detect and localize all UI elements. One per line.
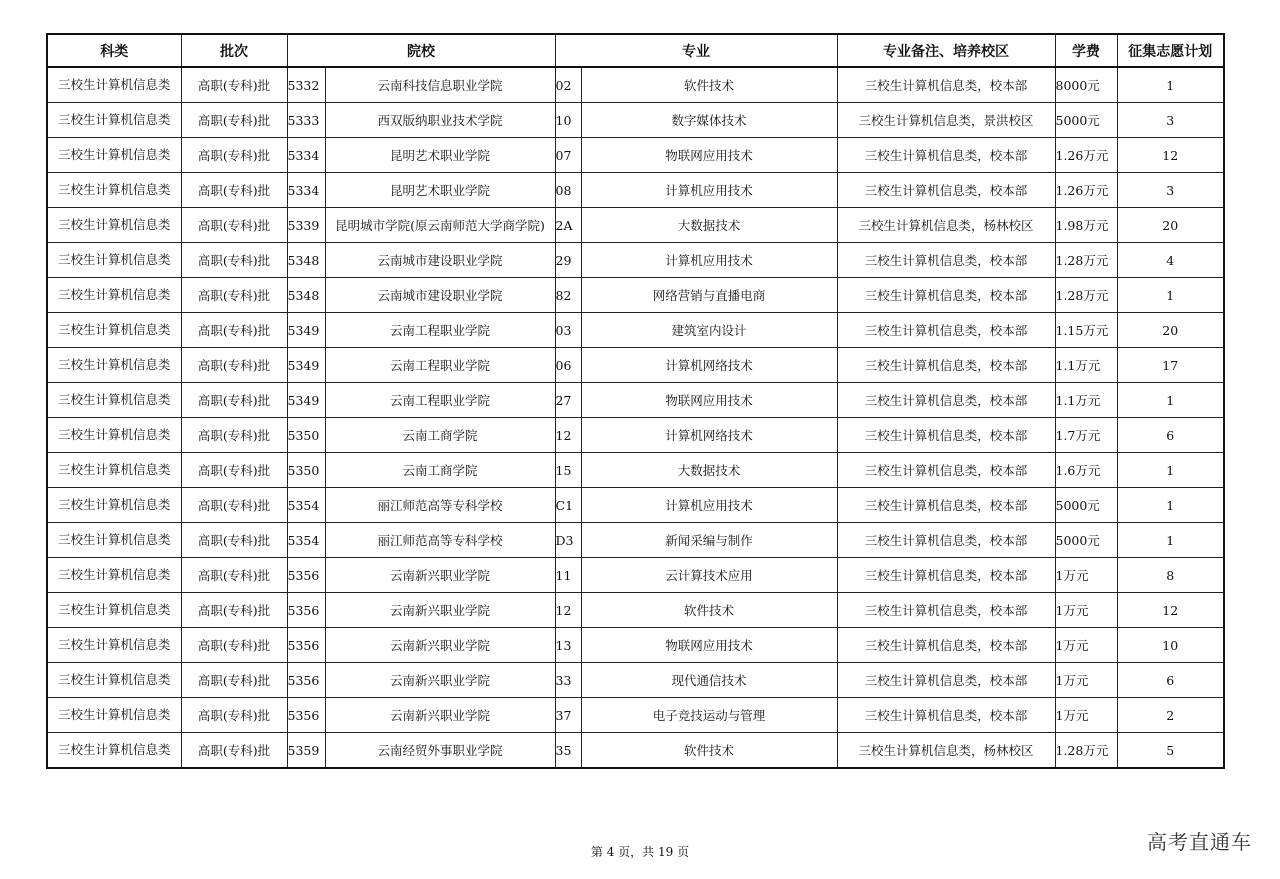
cell-tuition: 5000元 xyxy=(1055,523,1117,558)
cell-major-code: 15 xyxy=(555,453,581,488)
cell-notes: 三校生计算机信息类，校本部 xyxy=(837,558,1055,593)
cell-school-code: 5356 xyxy=(287,698,325,733)
cell-plan: 20 xyxy=(1117,208,1224,243)
table-row xyxy=(47,138,1224,173)
cell-tuition: 1.28万元 xyxy=(1055,243,1117,278)
cell-major-name: 计算机应用技术 xyxy=(581,243,837,278)
cell-plan: 3 xyxy=(1117,173,1224,208)
cell-major-code: 12 xyxy=(555,593,581,628)
cell-school-code: 5349 xyxy=(287,383,325,418)
cell-notes: 三校生计算机信息类，校本部 xyxy=(837,593,1055,628)
cell-school-name: 昆明艺术职业学院 xyxy=(325,138,555,173)
cell-major-code: 29 xyxy=(555,243,581,278)
cell-school-name: 云南新兴职业学院 xyxy=(325,558,555,593)
cell-subject: 三校生计算机信息类 xyxy=(47,453,181,488)
header-school: 院校 xyxy=(287,34,555,67)
cell-subject: 三校生计算机信息类 xyxy=(47,698,181,733)
cell-school-name: 云南工程职业学院 xyxy=(325,348,555,383)
cell-plan: 3 xyxy=(1117,103,1224,138)
cell-subject: 三校生计算机信息类 xyxy=(47,628,181,663)
table-body xyxy=(47,67,1224,768)
cell-major-code: 2A xyxy=(555,208,581,243)
cell-plan: 20 xyxy=(1117,313,1224,348)
table-header-row xyxy=(47,34,1224,67)
cell-plan: 12 xyxy=(1117,593,1224,628)
cell-notes: 三校生计算机信息类，校本部 xyxy=(837,523,1055,558)
cell-major-name: 大数据技术 xyxy=(581,453,837,488)
cell-major-name: 建筑室内设计 xyxy=(581,313,837,348)
cell-major-name: 数字媒体技术 xyxy=(581,103,837,138)
cell-major-name: 计算机网络技术 xyxy=(581,418,837,453)
cell-plan: 8 xyxy=(1117,558,1224,593)
cell-notes: 三校生计算机信息类，校本部 xyxy=(837,453,1055,488)
cell-tuition: 1.26万元 xyxy=(1055,173,1117,208)
table-row xyxy=(47,663,1224,698)
cell-batch: 高职(专科)批 xyxy=(181,67,287,103)
cell-major-name: 物联网应用技术 xyxy=(581,628,837,663)
cell-plan: 10 xyxy=(1117,628,1224,663)
cell-school-name: 丽江师范高等专科学校 xyxy=(325,523,555,558)
cell-school-name: 云南工程职业学院 xyxy=(325,313,555,348)
cell-major-code: D3 xyxy=(555,523,581,558)
cell-notes: 三校生计算机信息类，杨林校区 xyxy=(837,208,1055,243)
cell-tuition: 1.7万元 xyxy=(1055,418,1117,453)
cell-subject: 三校生计算机信息类 xyxy=(47,138,181,173)
cell-tuition: 1万元 xyxy=(1055,698,1117,733)
cell-plan: 17 xyxy=(1117,348,1224,383)
cell-school-name: 丽江师范高等专科学校 xyxy=(325,488,555,523)
cell-school-name: 云南经贸外事职业学院 xyxy=(325,733,555,769)
cell-plan: 12 xyxy=(1117,138,1224,173)
cell-plan: 1 xyxy=(1117,67,1224,103)
cell-school-name: 云南新兴职业学院 xyxy=(325,593,555,628)
cell-batch: 高职(专科)批 xyxy=(181,208,287,243)
cell-batch: 高职(专科)批 xyxy=(181,348,287,383)
cell-school-code: 5334 xyxy=(287,173,325,208)
cell-notes: 三校生计算机信息类，校本部 xyxy=(837,138,1055,173)
cell-subject: 三校生计算机信息类 xyxy=(47,348,181,383)
cell-batch: 高职(专科)批 xyxy=(181,138,287,173)
cell-plan: 1 xyxy=(1117,278,1224,313)
cell-school-code: 5349 xyxy=(287,313,325,348)
header-plan: 征集志愿计划 xyxy=(1117,34,1224,67)
cell-notes: 三校生计算机信息类，校本部 xyxy=(837,173,1055,208)
cell-tuition: 1.6万元 xyxy=(1055,453,1117,488)
cell-batch: 高职(专科)批 xyxy=(181,103,287,138)
cell-major-name: 电子竞技运动与管理 xyxy=(581,698,837,733)
table-row xyxy=(47,628,1224,663)
cell-notes: 三校生计算机信息类，杨林校区 xyxy=(837,733,1055,769)
cell-plan: 4 xyxy=(1117,243,1224,278)
cell-major-name: 大数据技术 xyxy=(581,208,837,243)
cell-major-code: 82 xyxy=(555,278,581,313)
table-row xyxy=(47,278,1224,313)
cell-tuition: 1.28万元 xyxy=(1055,278,1117,313)
cell-tuition: 1.28万元 xyxy=(1055,733,1117,769)
table-row xyxy=(47,383,1224,418)
table-row xyxy=(47,313,1224,348)
header-batch: 批次 xyxy=(181,34,287,67)
cell-major-name: 物联网应用技术 xyxy=(581,138,837,173)
table-row xyxy=(47,208,1224,243)
cell-major-name: 计算机应用技术 xyxy=(581,488,837,523)
cell-tuition: 5000元 xyxy=(1055,103,1117,138)
table-row xyxy=(47,558,1224,593)
cell-school-code: 5333 xyxy=(287,103,325,138)
cell-plan: 1 xyxy=(1117,453,1224,488)
cell-batch: 高职(专科)批 xyxy=(181,313,287,348)
table-row xyxy=(47,523,1224,558)
cell-plan: 1 xyxy=(1117,383,1224,418)
cell-major-name: 软件技术 xyxy=(581,733,837,769)
cell-notes: 三校生计算机信息类，校本部 xyxy=(837,663,1055,698)
table-row xyxy=(47,103,1224,138)
cell-major-name: 现代通信技术 xyxy=(581,663,837,698)
cell-batch: 高职(专科)批 xyxy=(181,628,287,663)
cell-school-name: 云南新兴职业学院 xyxy=(325,628,555,663)
cell-notes: 三校生计算机信息类，校本部 xyxy=(837,383,1055,418)
cell-major-code: 07 xyxy=(555,138,581,173)
cell-school-name: 云南科技信息职业学院 xyxy=(325,67,555,103)
cell-school-name: 云南城市建设职业学院 xyxy=(325,278,555,313)
cell-subject: 三校生计算机信息类 xyxy=(47,313,181,348)
cell-notes: 三校生计算机信息类，校本部 xyxy=(837,488,1055,523)
cell-tuition: 1万元 xyxy=(1055,558,1117,593)
table-row xyxy=(47,593,1224,628)
table-row xyxy=(47,173,1224,208)
cell-plan: 6 xyxy=(1117,663,1224,698)
cell-subject: 三校生计算机信息类 xyxy=(47,208,181,243)
table-row xyxy=(47,733,1224,769)
page-number: 第 4 页，共 19 页 xyxy=(590,845,690,859)
cell-notes: 三校生计算机信息类，校本部 xyxy=(837,278,1055,313)
header-subject: 科类 xyxy=(47,34,181,67)
cell-batch: 高职(专科)批 xyxy=(181,733,287,769)
cell-major-code: 33 xyxy=(555,663,581,698)
cell-plan: 6 xyxy=(1117,418,1224,453)
cell-major-name: 物联网应用技术 xyxy=(581,383,837,418)
cell-major-code: 08 xyxy=(555,173,581,208)
cell-batch: 高职(专科)批 xyxy=(181,663,287,698)
cell-major-code: 12 xyxy=(555,418,581,453)
cell-notes: 三校生计算机信息类，校本部 xyxy=(837,348,1055,383)
cell-batch: 高职(专科)批 xyxy=(181,418,287,453)
cell-major-name: 云计算技术应用 xyxy=(581,558,837,593)
cell-school-code: 5348 xyxy=(287,278,325,313)
cell-major-name: 网络营销与直播电商 xyxy=(581,278,837,313)
cell-school-name: 云南工程职业学院 xyxy=(325,383,555,418)
cell-tuition: 5000元 xyxy=(1055,488,1117,523)
cell-school-name: 昆明艺术职业学院 xyxy=(325,173,555,208)
cell-tuition: 1.98万元 xyxy=(1055,208,1117,243)
cell-batch: 高职(专科)批 xyxy=(181,453,287,488)
cell-subject: 三校生计算机信息类 xyxy=(47,488,181,523)
cell-plan: 1 xyxy=(1117,523,1224,558)
cell-subject: 三校生计算机信息类 xyxy=(47,173,181,208)
cell-school-name: 昆明城市学院(原云南师范大学商学院) xyxy=(325,208,555,243)
cell-major-name: 计算机应用技术 xyxy=(581,173,837,208)
cell-subject: 三校生计算机信息类 xyxy=(47,418,181,453)
admission-plan-table xyxy=(46,33,1225,769)
cell-major-code: 13 xyxy=(555,628,581,663)
cell-school-code: 5339 xyxy=(287,208,325,243)
table-row xyxy=(47,698,1224,733)
table-row xyxy=(47,348,1224,383)
cell-school-code: 5348 xyxy=(287,243,325,278)
cell-school-code: 5350 xyxy=(287,418,325,453)
cell-subject: 三校生计算机信息类 xyxy=(47,243,181,278)
cell-subject: 三校生计算机信息类 xyxy=(47,523,181,558)
cell-major-code: 03 xyxy=(555,313,581,348)
cell-major-code: C1 xyxy=(555,488,581,523)
header-major: 专业 xyxy=(555,34,837,67)
cell-notes: 三校生计算机信息类，校本部 xyxy=(837,698,1055,733)
cell-subject: 三校生计算机信息类 xyxy=(47,103,181,138)
cell-school-code: 5354 xyxy=(287,523,325,558)
cell-major-name: 软件技术 xyxy=(581,593,837,628)
cell-school-code: 5356 xyxy=(287,593,325,628)
cell-school-name: 云南工商学院 xyxy=(325,453,555,488)
cell-batch: 高职(专科)批 xyxy=(181,558,287,593)
cell-batch: 高职(专科)批 xyxy=(181,278,287,313)
cell-school-name: 云南城市建设职业学院 xyxy=(325,243,555,278)
cell-major-code: 37 xyxy=(555,698,581,733)
cell-batch: 高职(专科)批 xyxy=(181,173,287,208)
cell-plan: 5 xyxy=(1117,733,1224,769)
cell-major-code: 06 xyxy=(555,348,581,383)
cell-batch: 高职(专科)批 xyxy=(181,698,287,733)
cell-major-name: 新闻采编与制作 xyxy=(581,523,837,558)
cell-school-name: 云南工商学院 xyxy=(325,418,555,453)
cell-major-code: 11 xyxy=(555,558,581,593)
table-row xyxy=(47,453,1224,488)
cell-school-code: 5354 xyxy=(287,488,325,523)
cell-tuition: 1.15万元 xyxy=(1055,313,1117,348)
cell-school-code: 5359 xyxy=(287,733,325,769)
cell-batch: 高职(专科)批 xyxy=(181,488,287,523)
cell-school-code: 5332 xyxy=(287,67,325,103)
cell-major-name: 计算机网络技术 xyxy=(581,348,837,383)
cell-school-name: 云南新兴职业学院 xyxy=(325,698,555,733)
cell-notes: 三校生计算机信息类，校本部 xyxy=(837,67,1055,103)
cell-subject: 三校生计算机信息类 xyxy=(47,67,181,103)
cell-notes: 三校生计算机信息类，校本部 xyxy=(837,243,1055,278)
cell-major-code: 27 xyxy=(555,383,581,418)
cell-school-name: 云南新兴职业学院 xyxy=(325,663,555,698)
cell-batch: 高职(专科)批 xyxy=(181,523,287,558)
watermark-text: 高考直通车 xyxy=(1147,830,1252,854)
cell-school-name: 西双版纳职业技术学院 xyxy=(325,103,555,138)
cell-school-code: 5350 xyxy=(287,453,325,488)
cell-tuition: 8000元 xyxy=(1055,67,1117,103)
cell-major-name: 软件技术 xyxy=(581,67,837,103)
cell-tuition: 1.1万元 xyxy=(1055,348,1117,383)
cell-school-code: 5356 xyxy=(287,558,325,593)
table-row xyxy=(47,418,1224,453)
cell-school-code: 5356 xyxy=(287,628,325,663)
cell-tuition: 1万元 xyxy=(1055,628,1117,663)
cell-major-code: 35 xyxy=(555,733,581,769)
cell-subject: 三校生计算机信息类 xyxy=(47,558,181,593)
cell-notes: 三校生计算机信息类，校本部 xyxy=(837,418,1055,453)
cell-subject: 三校生计算机信息类 xyxy=(47,663,181,698)
cell-notes: 三校生计算机信息类，景洪校区 xyxy=(837,103,1055,138)
cell-school-code: 5334 xyxy=(287,138,325,173)
cell-subject: 三校生计算机信息类 xyxy=(47,278,181,313)
cell-subject: 三校生计算机信息类 xyxy=(47,593,181,628)
header-tuition: 学费 xyxy=(1055,34,1117,67)
cell-plan: 2 xyxy=(1117,698,1224,733)
table-row xyxy=(47,243,1224,278)
cell-batch: 高职(专科)批 xyxy=(181,243,287,278)
cell-major-code: 10 xyxy=(555,103,581,138)
cell-notes: 三校生计算机信息类，校本部 xyxy=(837,628,1055,663)
cell-batch: 高职(专科)批 xyxy=(181,383,287,418)
cell-school-code: 5356 xyxy=(287,663,325,698)
cell-subject: 三校生计算机信息类 xyxy=(47,733,181,769)
cell-subject: 三校生计算机信息类 xyxy=(47,383,181,418)
table-row xyxy=(47,67,1224,103)
cell-plan: 1 xyxy=(1117,488,1224,523)
cell-major-code: 02 xyxy=(555,67,581,103)
cell-tuition: 1万元 xyxy=(1055,593,1117,628)
cell-batch: 高职(专科)批 xyxy=(181,593,287,628)
header-notes: 专业备注、培养校区 xyxy=(837,34,1055,67)
cell-notes: 三校生计算机信息类，校本部 xyxy=(837,313,1055,348)
cell-school-code: 5349 xyxy=(287,348,325,383)
cell-tuition: 1.1万元 xyxy=(1055,383,1117,418)
cell-tuition: 1万元 xyxy=(1055,663,1117,698)
table-row xyxy=(47,488,1224,523)
cell-tuition: 1.26万元 xyxy=(1055,138,1117,173)
